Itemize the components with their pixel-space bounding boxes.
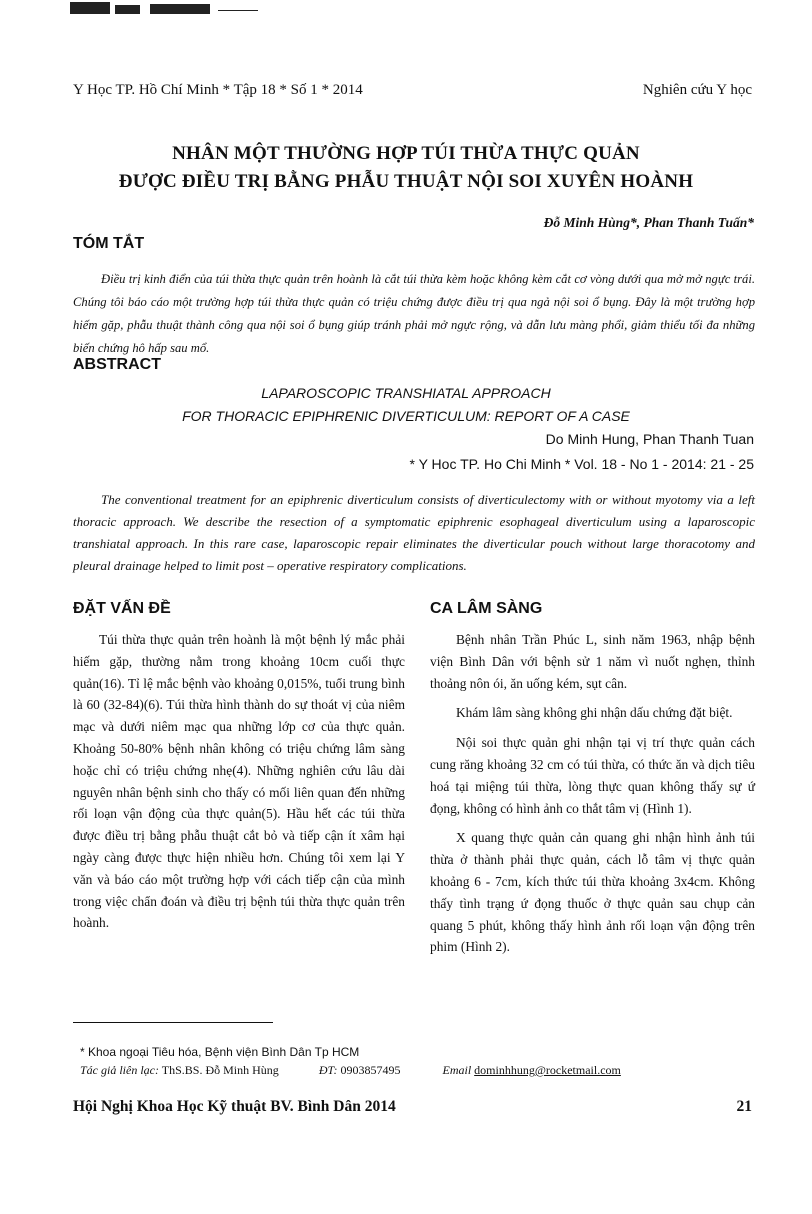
paragraph: Túi thừa thực quản trên hoành là một bệnh lý mắc phải hiếm gặp, thường nằm trong khoảng 10cm cuối thực quản(16). Tỉ lệ mắc bệnh vào khoảng 0,015%, tuổi trung bình là 60 (32-84)(6). Túi thừa hình thành do sự thoát vị của niêm mạc và dưới niêm mạc qua những lớp cơ của thực quản. Khoảng 50-80% bệnh nhân không có triệu chứng lâm sàng hoặc chỉ có triệu chứng nhẹ(4). Những nghiên cứu lâu dài nguyên nhân bệnh sinh cho thấy có mối liên quan đến những rối loạn vận động của thực quản(5). Hầu hết các túi thừa được điều trị bằng phẫu thuật cắt bỏ và tiếp cận ít xâm hại ngày càng được thực hiện nhiều hơn. Chúng tôi xem lại Y văn và báo cáo một trường hợp với cách tiếp cận của mình trong việc chẩn đoán và điều trị bệnh túi thừa thực quản trên hoành.	[73, 632, 405, 931]
tom-tat-text: Điều trị kinh điển của túi thừa thực quản trên hoành là cắt túi thừa kèm hoặc không kèm cắt cơ vòng dưới qua mở mở ngực trái. Chúng tôi báo cáo một trường hợp túi thừa thực quản có triệu chứng được điều trị qua ngả nội soi ổ bụng. Đây là một trường hợp hiếm gặp, phẫu thuật thành công qua nội soi ổ bụng giúp tránh phải mở ngực rộng, và dẫn lưu màng phổi, giảm thiểu tối đa những biến chứng hô hấp sau mổ.	[73, 272, 755, 355]
footnote-affiliation: * Khoa ngoại Tiêu hóa, Bệnh viện Bình Dân Tp HCM	[80, 1045, 360, 1059]
ca-lam-sang-body	[430, 629, 755, 966]
authors: Đỗ Minh Hùng*, Phan Thanh Tuấn*	[543, 215, 754, 230]
abstract-text: The conventional treatment for an epiphrenic diverticulum consists of diverticulectomy with or without myotomy via a left thoracic approach. We describe the resection of a symptomatic epiphrenic esophageal diverticulum using a laparoscopic transhiatal approach. In this rare case, laparoscopic repair eliminates the diverticular pouch without large thoracotomy and pleural drainage helped to limit post – operative respiratory complications.	[73, 492, 755, 573]
ca-lam-sang-heading: CA LÂM SÀNG	[430, 600, 543, 617]
contact-name: ThS.BS. Đỗ Minh Hùng	[161, 1063, 279, 1077]
scan-artifact	[70, 2, 110, 14]
page-number: 21	[736, 1098, 752, 1115]
phone-label: ĐT:	[318, 1063, 338, 1077]
abstract-authors: Do Minh Hung, Phan Thanh Tuan	[545, 431, 754, 447]
paragraph: Khám lâm sàng không ghi nhận dấu chứng đặt biệt.	[456, 705, 733, 721]
article-title-line2: ĐƯỢC ĐIỀU TRỊ BẰNG PHẪU THUẬT NỘI SOI XUYÊN HOÀNH	[118, 171, 694, 192]
footer-conference: Hội Nghị Khoa Học Kỹ thuật BV. Bình Dân 2014	[73, 1098, 396, 1115]
running-header-category: Nghiên cứu Y học	[642, 82, 752, 98]
footnote-contact	[80, 1063, 621, 1078]
abstract-heading: ABSTRACT	[73, 356, 161, 373]
tom-tat-heading: TÓM TẮT	[73, 235, 145, 252]
footnote-rule	[73, 1022, 273, 1023]
abstract-title-line2: FOR THORACIC EPIPHRENIC DIVERTICULUM: REPORT OF A CASE	[182, 408, 630, 424]
scan-artifact	[150, 4, 210, 14]
paragraph: Nội soi thực quản ghi nhận tại vị trí thực quản cách cung răng khoảng 32 cm có túi thừa, có thức ăn và dịch tiêu hoá tại miệng túi thừa, lòng thực quan không thấy sự ứ đọng, không có hình ảnh co thắt tâm vị (Hình 1).	[430, 735, 755, 816]
paragraph: X quang thực quản cản quang ghi nhận hình ảnh túi thừa ở thành phải thực quản, cách lỗ tâm vị thực quản khoảng 6 - 7cm, kích thức túi thừa khoảng 3x4cm. Không thấy tình trạng ứ đọng thuốc ở thực quản sau chụp cản quang 5 phút, không thấy hình ảnh rối loạn vận động trên phim (Hình 2).	[430, 830, 755, 955]
email-link[interactable]: dominhhung@rocketmail.com	[474, 1063, 621, 1077]
dat-van-de-heading: ĐẶT VẤN ĐỀ	[73, 600, 171, 617]
contact-label: Tác giả liên lạc:	[80, 1063, 159, 1077]
running-header-journal: Y Học TP. Hồ Chí Minh * Tập 18 * Số 1 * 2014	[73, 82, 363, 98]
abstract-citation: * Y Hoc TP. Ho Chi Minh * Vol. 18 - No 1 - 2014: 21 - 25	[409, 456, 754, 472]
paragraph: Bệnh nhân Trần Phúc L, sinh năm 1963, nhập bệnh viện Bình Dân với bệnh sử 1 năm vì nuốt nghẹn, thỉnh thoảng nôn ói, ăn uống kém, sụt cân.	[430, 632, 755, 691]
scan-artifact	[115, 5, 140, 14]
scan-artifact	[218, 10, 258, 11]
article-title-line1: NHÂN MỘT THƯỜNG HỢP TÚI THỪA THỰC QUẢN	[172, 143, 640, 164]
email-label: Email	[442, 1063, 472, 1077]
abstract-title-line1: LAPAROSCOPIC TRANSHIATAL APPROACH	[261, 385, 551, 401]
dat-van-de-body	[73, 629, 405, 942]
phone: 0903857495	[340, 1063, 401, 1077]
